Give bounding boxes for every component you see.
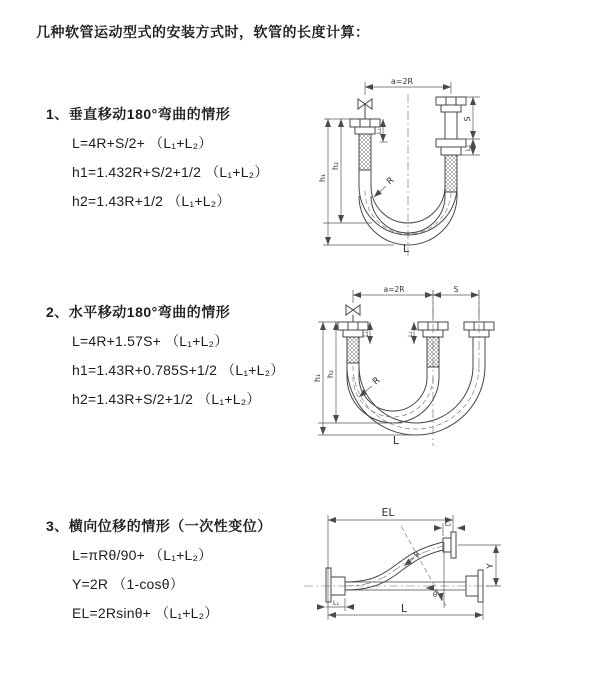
- dim-label-l1: L₁: [375, 127, 383, 135]
- dim-label-s: S: [453, 285, 459, 294]
- left-dimensions: [313, 322, 418, 435]
- dim-label-a2r: a=2R: [383, 285, 405, 294]
- dim-label-l1: L₁: [407, 331, 414, 337]
- dim-label-l1: L₁: [332, 599, 340, 607]
- label-theta: θ: [432, 591, 438, 599]
- label-radius: R: [371, 375, 383, 388]
- radius-callout: [374, 176, 396, 197]
- l-dimension: [328, 602, 483, 620]
- formula-h1: h1=1.432R+S/2+1/2 （L₁+L₂）: [72, 164, 269, 180]
- right-flange-fitting: [436, 97, 466, 196]
- formula-h2: h2=1.43R+1/2 （L₁+L₂）: [72, 193, 231, 209]
- valve-icon: [358, 99, 372, 119]
- fitting-length-dimensions: [363, 322, 414, 344]
- section-1-heading: 1、垂直移动180°弯曲的情形: [46, 106, 231, 122]
- diagram-horizontal-180-bend: [306, 278, 598, 456]
- hose-u-bends: [347, 366, 485, 435]
- middle-flange-fitting: [418, 322, 448, 377]
- dim-label-h2: h₂: [331, 161, 340, 171]
- dim-label-a2r: a=2R: [390, 77, 414, 86]
- left-flange: [326, 568, 345, 602]
- centerlines: [304, 546, 492, 586]
- section-lateral-displacement: [46, 516, 272, 623]
- theta-construction: [401, 526, 446, 608]
- label-radius: R: [385, 175, 397, 188]
- formula-l: L=4R+1.57S+ （L₁+L₂）: [72, 333, 229, 349]
- raised-flange: [443, 532, 456, 558]
- section-vertical-180: [46, 104, 269, 211]
- dim-label-h1: h₁: [313, 373, 322, 383]
- y-dimension: [458, 545, 501, 586]
- section-2-heading: 2、水平移动180°弯曲的情形: [46, 304, 231, 320]
- label-length: L: [392, 434, 400, 447]
- hose-s-curve: [345, 542, 443, 590]
- dim-label-h2: h₂: [326, 369, 335, 379]
- formula-y: Y=2R （1-cosθ）: [72, 576, 184, 592]
- dim-label-l2: L₂: [464, 144, 472, 152]
- el-dimension: [328, 506, 453, 620]
- formula-el: EL=2Rsinθ+ （L₁+L₂）: [72, 605, 219, 621]
- dim-label-h1: h₁: [318, 173, 327, 183]
- formula-l: L=πRθ/90+ （L₁+L₂）: [72, 547, 213, 563]
- left-dimensions: [318, 119, 397, 245]
- dim-label-s: S: [463, 116, 472, 122]
- top-dimension-a2r: [353, 285, 479, 320]
- dim-label-l: L: [400, 602, 408, 615]
- dim-label-y: Y: [486, 563, 496, 569]
- formula-h2: h2=1.43R+S/2+1/2 （L₁+L₂）: [72, 391, 261, 407]
- label-radius: R: [411, 549, 423, 560]
- top-dimension-a2r: [365, 77, 451, 95]
- page-title: 几种软管运动型式的安装方式时，软管的长度计算：: [36, 24, 370, 40]
- formula-l: L=4R+S/2+ （L₁+L₂）: [72, 135, 213, 151]
- diagram-lateral-displacement: [296, 498, 596, 636]
- diagram-vertical-180-bend: [308, 64, 598, 264]
- section-3-heading: 3、横向位移的情形（一次性变位）: [46, 518, 272, 534]
- dim-label-el: EL: [381, 506, 395, 519]
- l2-dimension: [434, 520, 465, 536]
- left-fitting-dimension: [375, 119, 388, 142]
- dim-label-l1: L₁: [363, 331, 370, 337]
- section-horizontal-180: [46, 302, 285, 409]
- valve-icon: [346, 305, 360, 322]
- l1-dimension: [318, 598, 352, 611]
- dim-label-l2: L₂: [444, 520, 452, 528]
- formula-h1: h1=1.43R+0.785S+1/2 （L₁+L₂）: [72, 362, 285, 378]
- label-length: L: [402, 242, 410, 255]
